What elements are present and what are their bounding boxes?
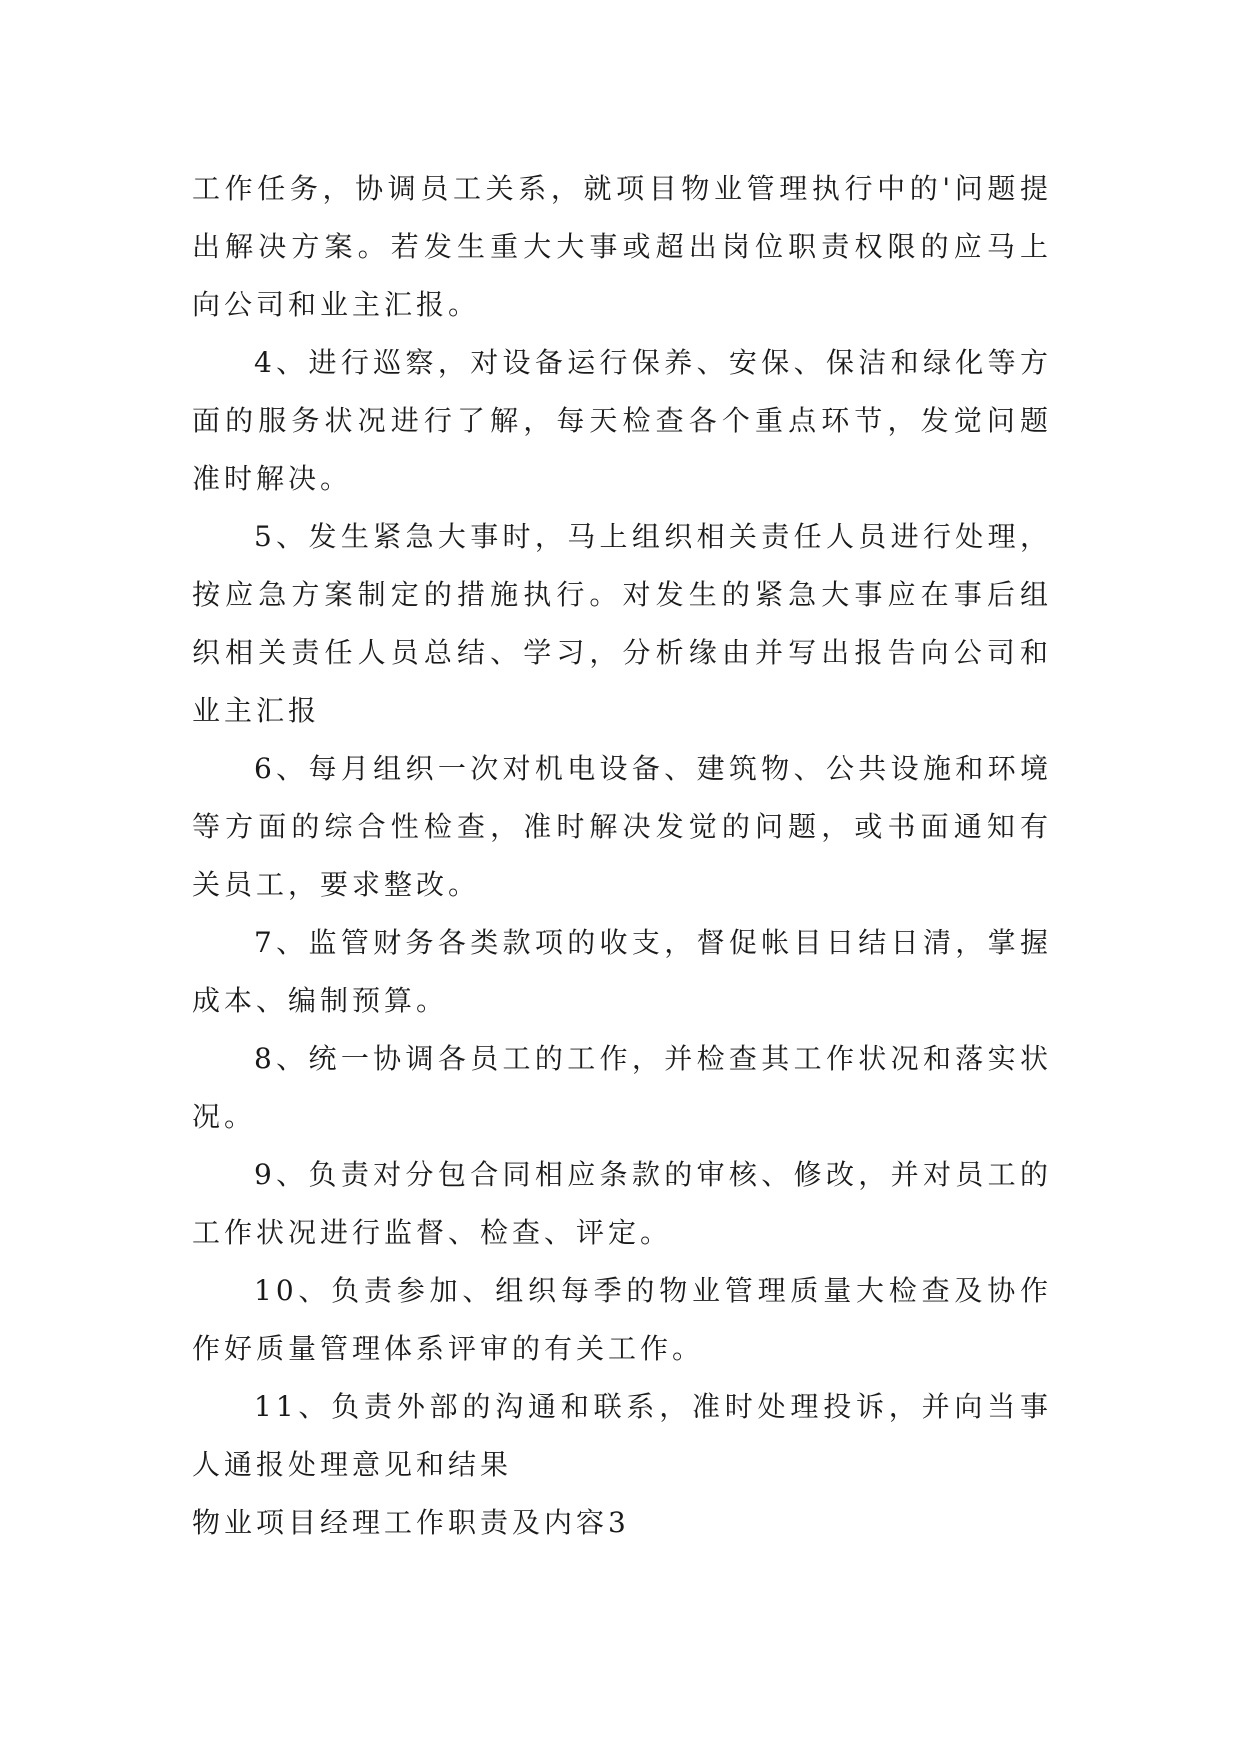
paragraph-item-4: 4、进行巡察，对设备运行保养、安保、保洁和绿化等方面的服务状况进行了解，每天检查各个重点环节，发觉问题准时解决。	[192, 346, 1052, 495]
section-title: 物业项目经理工作职责及内容3	[192, 1506, 630, 1539]
paragraph-item-11: 11、负责外部的沟通和联系，准时处理投诉，并向当事人通报处理意见和结果	[192, 1390, 1052, 1481]
paragraph-item-9: 9、负责对分包合同相应条款的审核、修改，并对员工的工作状况进行监督、检查、评定。	[192, 1158, 1052, 1249]
paragraph-item-8: 8、统一协调各员工的工作，并检查其工作状况和落实状况。	[192, 1042, 1052, 1133]
paragraph-item-5: 5、发生紧急大事时，马上组织相关责任人员进行处理，按应急方案制定的措施执行。对发生的紧急大事应在事后组织相关责任人员总结、学习，分析缘由并写出报告向公司和业主汇报	[192, 520, 1052, 727]
paragraph-item-7: 7、监管财务各类款项的收支，督促帐目日结日清，掌握成本、编制预算。	[192, 926, 1052, 1017]
document-body	[192, 160, 1052, 1552]
paragraph-item-6: 6、每月组织一次对机电设备、建筑物、公共设施和环境等方面的综合性检查，准时解决发觉的问题，或书面通知有关员工，要求整改。	[192, 752, 1052, 901]
paragraph-item-10: 10、负责参加、组织每季的物业管理质量大检查及协作作好质量管理体系评审的有关工作。	[192, 1274, 1052, 1365]
paragraph-continuation: 工作任务，协调员工关系，就项目物业管理执行中的'问题提出解决方案。若发生重大大事或超出岗位职责权限的应马上向公司和业主汇报。	[192, 172, 1052, 321]
